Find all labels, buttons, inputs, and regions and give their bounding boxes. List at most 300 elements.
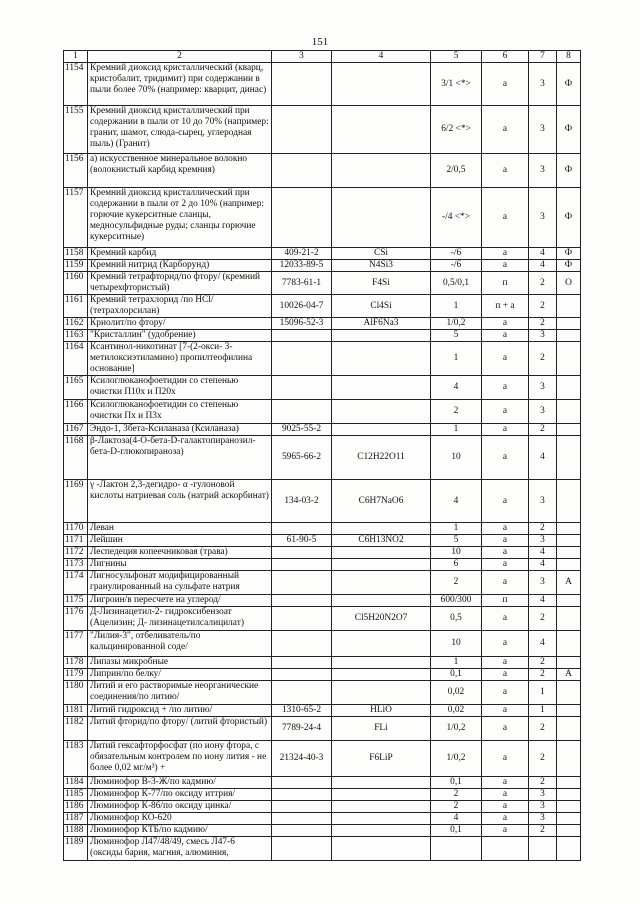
aggregate-state: а <box>482 248 529 260</box>
limit-value: 0,02 <box>431 705 482 717</box>
aggregate-state: а <box>482 535 529 547</box>
hazard-class: 2 <box>529 424 557 436</box>
cas-number <box>272 63 332 106</box>
cas-number <box>272 681 332 705</box>
table-row <box>64 248 581 260</box>
substance-name: Леван <box>88 523 272 535</box>
effect-code <box>557 657 581 669</box>
row-number: 1185 <box>64 789 88 801</box>
cas-number <box>272 106 332 154</box>
substance-name: Д-Лизинацетил-2- гидроксибензоат (Ацелизин; Д- лизинацетилсалицилат) <box>88 607 272 631</box>
substance-name: Люминофор К-77/по оксиду иттрия/ <box>88 789 272 801</box>
limit-value: 0,5 <box>431 607 482 631</box>
table-row <box>64 535 581 547</box>
aggregate-state: а <box>482 523 529 535</box>
effect-code <box>557 717 581 741</box>
chemical-formula <box>332 813 431 825</box>
table-row <box>64 825 581 837</box>
table-row <box>64 272 581 295</box>
hazard-class: 3 <box>529 330 557 342</box>
effect-code <box>557 801 581 813</box>
substances-table <box>63 50 581 861</box>
row-number: 1167 <box>64 424 88 436</box>
column-header: 3 <box>272 51 332 63</box>
limit-value: 2 <box>431 789 482 801</box>
chemical-formula <box>332 424 431 436</box>
aggregate-state: а <box>482 342 529 376</box>
substance-name: Лейшин <box>88 535 272 547</box>
effect-code <box>557 424 581 436</box>
effect-code <box>557 436 581 480</box>
effect-code <box>557 318 581 330</box>
substance-name: β-Лактоза(4-О-бета-D-галактопиранозил- бета-D-глюкопираноза) <box>88 436 272 480</box>
row-number: 1168 <box>64 436 88 480</box>
effect-code <box>557 789 581 801</box>
substance-name: Литий гидроксид + /по литию/ <box>88 705 272 717</box>
table-row <box>64 705 581 717</box>
row-number: 1188 <box>64 825 88 837</box>
row-number: 1155 <box>64 106 88 154</box>
row-number: 1156 <box>64 154 88 188</box>
aggregate-state: а <box>482 547 529 559</box>
table-row <box>64 342 581 376</box>
table-row <box>64 595 581 607</box>
cas-number <box>272 777 332 789</box>
chemical-formula <box>332 825 431 837</box>
effect-code <box>557 480 581 523</box>
row-number: 1178 <box>64 657 88 669</box>
chemical-formula <box>332 669 431 681</box>
cas-number: 10026-04-7 <box>272 295 332 318</box>
effect-code <box>557 741 581 777</box>
table-row <box>64 330 581 342</box>
aggregate-state <box>482 837 529 861</box>
limit-value: 2 <box>431 571 482 595</box>
substance-name: Люминофор КТБ/по кадмию/ <box>88 825 272 837</box>
aggregate-state: п + а <box>482 295 529 318</box>
substance-name: а) искусственное минеральное волокно (волокнистый карбид кремния) <box>88 154 272 188</box>
aggregate-state: а <box>482 717 529 741</box>
effect-code: А <box>557 669 581 681</box>
chemical-formula <box>332 631 431 657</box>
aggregate-state: а <box>482 559 529 571</box>
cas-number: 134-03-2 <box>272 480 332 523</box>
chemical-formula: C12H22O11 <box>332 436 431 480</box>
cas-number: 61-90-5 <box>272 535 332 547</box>
cas-number <box>272 825 332 837</box>
substance-name: "Кристаллин" (удобрение) <box>88 330 272 342</box>
cas-number <box>272 330 332 342</box>
row-number: 1166 <box>64 400 88 424</box>
effect-code: Ф <box>557 106 581 154</box>
substance-name: Люминофор КО-620 <box>88 813 272 825</box>
aggregate-state: а <box>482 330 529 342</box>
aggregate-state: п <box>482 595 529 607</box>
table-row <box>64 376 581 400</box>
substance-name: Ксантинол-никотинат [7-(2-окси- 3-метилоксиэтиламино) пропилтеофилина основание] <box>88 342 272 376</box>
row-number: 1175 <box>64 595 88 607</box>
effect-code: Ф <box>557 248 581 260</box>
substance-name: Липрин/по белку/ <box>88 669 272 681</box>
row-number: 1164 <box>64 342 88 376</box>
chemical-formula <box>332 681 431 705</box>
row-number: 1181 <box>64 705 88 717</box>
chemical-formula: CSi <box>332 248 431 260</box>
chemical-formula <box>332 657 431 669</box>
hazard-class: 2 <box>529 342 557 376</box>
chemical-formula <box>332 106 431 154</box>
page-number: 151 <box>311 36 329 48</box>
cas-number <box>272 400 332 424</box>
hazard-class: 1 <box>529 681 557 705</box>
effect-code <box>557 607 581 631</box>
table-row <box>64 547 581 559</box>
limit-value: 4 <box>431 376 482 400</box>
limit-value: 0,1 <box>431 777 482 789</box>
hazard-class: 3 <box>529 801 557 813</box>
table-row <box>64 741 581 777</box>
limit-value: 10 <box>431 631 482 657</box>
effect-code <box>557 342 581 376</box>
aggregate-state: а <box>482 63 529 106</box>
table-row <box>64 801 581 813</box>
row-number: 1182 <box>64 717 88 741</box>
hazard-class: 2 <box>529 669 557 681</box>
hazard-class: 2 <box>529 523 557 535</box>
substance-name: Кремний тетрафторид/по фтору/ (кремний четырехфтористый) <box>88 272 272 295</box>
hazard-class: 3 <box>529 63 557 106</box>
cas-number <box>272 523 332 535</box>
cas-number <box>272 547 332 559</box>
effect-code: Ф <box>557 260 581 272</box>
effect-code: Ф <box>557 188 581 248</box>
cas-number <box>272 595 332 607</box>
row-number: 1171 <box>64 535 88 547</box>
substance-name: Литий гексафторфосфат (по иону фтора, с обязательным контролем по иону лития - не более 0,02 мг/м³) + <box>88 741 272 777</box>
hazard-class: 4 <box>529 260 557 272</box>
substance-name: Кремний карбид <box>88 248 272 260</box>
substance-name: Лигносульфонат модифицированный гранулированный на сульфате натрия <box>88 571 272 595</box>
hazard-class: 1 <box>529 705 557 717</box>
effect-code <box>557 330 581 342</box>
substance-name: Лигнины <box>88 559 272 571</box>
table-row <box>64 837 581 861</box>
effect-code: Ф <box>557 154 581 188</box>
limit-value: -/6 <box>431 248 482 260</box>
effect-code: О <box>557 272 581 295</box>
hazard-class <box>529 837 557 861</box>
limit-value: 0,02 <box>431 681 482 705</box>
effect-code: Ф <box>557 63 581 106</box>
aggregate-state: а <box>482 480 529 523</box>
hazard-class: 4 <box>529 631 557 657</box>
limit-value: 1 <box>431 342 482 376</box>
chemical-formula: F6LiP <box>332 741 431 777</box>
table-row <box>64 631 581 657</box>
column-header: 6 <box>482 51 529 63</box>
chemical-formula <box>332 571 431 595</box>
substance-name: Ксилоглюканофоетидин со степенью очистки Пх и П3х <box>88 400 272 424</box>
chemical-formula: AlF6Na3 <box>332 318 431 330</box>
chemical-formula <box>332 154 431 188</box>
chemical-formula <box>332 559 431 571</box>
row-number: 1169 <box>64 480 88 523</box>
effect-code <box>557 777 581 789</box>
hazard-class: 2 <box>529 607 557 631</box>
hazard-class: 3 <box>529 376 557 400</box>
column-header: 4 <box>332 51 431 63</box>
aggregate-state: а <box>482 318 529 330</box>
cas-number <box>272 631 332 657</box>
row-number: 1186 <box>64 801 88 813</box>
chemical-formula <box>332 188 431 248</box>
substance-name: Люминофор Л47/48/49, смесь Л47-6 (оксиды бария, магния, алюминия, <box>88 837 272 861</box>
effect-code <box>557 400 581 424</box>
substance-name: Кремний диоксид кристаллический при содержании в пыли от 10 до 70% (например: гранит, шамот, слюда-сырец, углеродная пыль) (Гранит) <box>88 106 272 154</box>
cas-number: 409-21-2 <box>272 248 332 260</box>
limit-value: 2 <box>431 801 482 813</box>
substance-name: Кремний тетрахлорид /по HCl/ (тетрахлорсилан) <box>88 295 272 318</box>
aggregate-state: а <box>482 607 529 631</box>
aggregate-state: а <box>482 154 529 188</box>
limit-value: 1/0,2 <box>431 318 482 330</box>
cas-number: 15096-52-3 <box>272 318 332 330</box>
effect-code: А <box>557 571 581 595</box>
cas-number <box>272 342 332 376</box>
effect-code <box>557 376 581 400</box>
aggregate-state: а <box>482 825 529 837</box>
hazard-class: 2 <box>529 318 557 330</box>
cas-number <box>272 154 332 188</box>
substance-name: Липазы микробные <box>88 657 272 669</box>
hazard-class: 4 <box>529 595 557 607</box>
column-header: 7 <box>529 51 557 63</box>
table-row <box>64 813 581 825</box>
table-row <box>64 523 581 535</box>
chemical-formula: C6H13NO2 <box>332 535 431 547</box>
aggregate-state: а <box>482 188 529 248</box>
chemical-formula <box>332 777 431 789</box>
hazard-class: 3 <box>529 480 557 523</box>
row-number: 1170 <box>64 523 88 535</box>
row-number: 1184 <box>64 777 88 789</box>
chemical-formula: Cl5H20N2O7 <box>332 607 431 631</box>
substance-name: Литий фторид/по фтору/ (литий фтористый) <box>88 717 272 741</box>
cas-number <box>272 813 332 825</box>
hazard-class: 3 <box>529 789 557 801</box>
row-number: 1162 <box>64 318 88 330</box>
aggregate-state: а <box>482 681 529 705</box>
limit-value: 0,1 <box>431 669 482 681</box>
column-header: 8 <box>557 51 581 63</box>
column-header: 5 <box>431 51 482 63</box>
aggregate-state: а <box>482 424 529 436</box>
row-number: 1157 <box>64 188 88 248</box>
hazard-class: 2 <box>529 717 557 741</box>
table-row <box>64 400 581 424</box>
limit-value: 1 <box>431 295 482 318</box>
chemical-formula <box>332 342 431 376</box>
limit-value: 6 <box>431 559 482 571</box>
chemical-formula: C6H7NaO6 <box>332 480 431 523</box>
substance-name: γ -Лактон 2,3-дегидро- α -гулоновой кислоты натриевая соль (натрий аскорбинат) <box>88 480 272 523</box>
cas-number <box>272 669 332 681</box>
limit-value: 1 <box>431 523 482 535</box>
hazard-class: 4 <box>529 248 557 260</box>
cas-number: 7789-24-4 <box>272 717 332 741</box>
column-header: 1 <box>64 51 88 63</box>
table-row <box>64 657 581 669</box>
substance-name: Леспедеция копеечниковая (трава) <box>88 547 272 559</box>
chemical-formula <box>332 63 431 106</box>
table-row <box>64 260 581 272</box>
cas-number <box>272 559 332 571</box>
chemical-formula <box>332 376 431 400</box>
hazard-class: 3 <box>529 571 557 595</box>
header-row <box>64 51 581 63</box>
hazard-class: 3 <box>529 813 557 825</box>
row-number: 1187 <box>64 813 88 825</box>
aggregate-state: а <box>482 376 529 400</box>
effect-code <box>557 681 581 705</box>
substance-name: "Лилия-3", отбеливатель/по кальцинированной соде/ <box>88 631 272 657</box>
substance-name: Криолит/по фтору/ <box>88 318 272 330</box>
chemical-formula <box>332 547 431 559</box>
chemical-formula: HLiO <box>332 705 431 717</box>
table-row <box>64 318 581 330</box>
aggregate-state: а <box>482 631 529 657</box>
chemical-formula: N4Si3 <box>332 260 431 272</box>
cas-number <box>272 837 332 861</box>
cas-number <box>272 188 332 248</box>
aggregate-state: а <box>482 436 529 480</box>
row-number: 1174 <box>64 571 88 595</box>
substance-name: Кремний нитрид (Карборунд) <box>88 260 272 272</box>
cas-number <box>272 789 332 801</box>
aggregate-state: а <box>482 789 529 801</box>
limit-value: 1 <box>431 424 482 436</box>
chemical-formula <box>332 837 431 861</box>
aggregate-state: а <box>482 400 529 424</box>
limit-value: 600/300 <box>431 595 482 607</box>
limit-value: 4 <box>431 813 482 825</box>
row-number: 1177 <box>64 631 88 657</box>
cas-number: 21324-40-3 <box>272 741 332 777</box>
limit-value: -/4 <*> <box>431 188 482 248</box>
hazard-class: 2 <box>529 777 557 789</box>
hazard-class: 3 <box>529 535 557 547</box>
chemical-formula: Cl4Si <box>332 295 431 318</box>
aggregate-state: п <box>482 272 529 295</box>
substance-name: Эндо-1, 3бета-Ксиланаза (Ксиланаза) <box>88 424 272 436</box>
hazard-class: 2 <box>529 825 557 837</box>
aggregate-state: а <box>482 571 529 595</box>
limit-value: 2 <box>431 400 482 424</box>
effect-code <box>557 705 581 717</box>
table-row <box>64 777 581 789</box>
cas-number <box>272 657 332 669</box>
table-row <box>64 436 581 480</box>
chemical-formula: FLi <box>332 717 431 741</box>
aggregate-state: а <box>482 801 529 813</box>
aggregate-state: а <box>482 260 529 272</box>
substance-name: Лигроин/в пересчете на углерод/ <box>88 595 272 607</box>
hazard-class: 4 <box>529 436 557 480</box>
table-row <box>64 717 581 741</box>
limit-value: 5 <box>431 535 482 547</box>
table-row <box>64 789 581 801</box>
table-row <box>64 559 581 571</box>
hazard-class: 2 <box>529 295 557 318</box>
table-row <box>64 154 581 188</box>
chemical-formula <box>332 523 431 535</box>
cas-number: 7783-61-1 <box>272 272 332 295</box>
limit-value: 2/0,5 <box>431 154 482 188</box>
aggregate-state: а <box>482 741 529 777</box>
effect-code <box>557 837 581 861</box>
chemical-formula <box>332 400 431 424</box>
table-row <box>64 480 581 523</box>
limit-value: 0,5/0,1 <box>431 272 482 295</box>
limit-value: 5 <box>431 330 482 342</box>
limit-value: 1/0,2 <box>431 741 482 777</box>
chemical-formula <box>332 801 431 813</box>
limit-value: 3/1 <*> <box>431 63 482 106</box>
table-row <box>64 571 581 595</box>
row-number: 1160 <box>64 272 88 295</box>
row-number: 1173 <box>64 559 88 571</box>
effect-code <box>557 295 581 318</box>
substance-name: Кремний диоксид кристаллический при содержании в пыли от 2 до 10% (например: горючие кукерситные сланцы, медносульфидные руды; сланцы горючие кукерситные) <box>88 188 272 248</box>
aggregate-state: а <box>482 669 529 681</box>
hazard-class: 2 <box>529 741 557 777</box>
limit-value: 6/2 <*> <box>431 106 482 154</box>
substance-name: Кремний диоксид кристаллический (кварц, кристобалит, тридимит) при содержании в пыли более 70% (например: кварцит, динас) <box>88 63 272 106</box>
row-number: 1180 <box>64 681 88 705</box>
limit-value: 10 <box>431 547 482 559</box>
limit-value: 1 <box>431 657 482 669</box>
cas-number <box>272 571 332 595</box>
row-number: 1189 <box>64 837 88 861</box>
table-row <box>64 669 581 681</box>
row-number: 1161 <box>64 295 88 318</box>
hazard-class: 2 <box>529 657 557 669</box>
hazard-class: 4 <box>529 559 557 571</box>
effect-code <box>557 595 581 607</box>
chemical-formula <box>332 595 431 607</box>
effect-code <box>557 813 581 825</box>
chemical-formula: F4Si <box>332 272 431 295</box>
aggregate-state: а <box>482 705 529 717</box>
effect-code <box>557 523 581 535</box>
column-header: 2 <box>88 51 272 63</box>
table-row <box>64 424 581 436</box>
row-number: 1158 <box>64 248 88 260</box>
cas-number <box>272 376 332 400</box>
table-row <box>64 63 581 106</box>
substance-name: Литий и его растворимые неорганические соединения/по литию/ <box>88 681 272 705</box>
row-number: 1165 <box>64 376 88 400</box>
hazard-class: 2 <box>529 272 557 295</box>
chemical-formula <box>332 330 431 342</box>
cas-number: 5965-66-2 <box>272 436 332 480</box>
row-number: 1159 <box>64 260 88 272</box>
row-number: 1163 <box>64 330 88 342</box>
hazard-class: 3 <box>529 154 557 188</box>
aggregate-state: а <box>482 106 529 154</box>
hazard-class: 3 <box>529 400 557 424</box>
table-row <box>64 188 581 248</box>
